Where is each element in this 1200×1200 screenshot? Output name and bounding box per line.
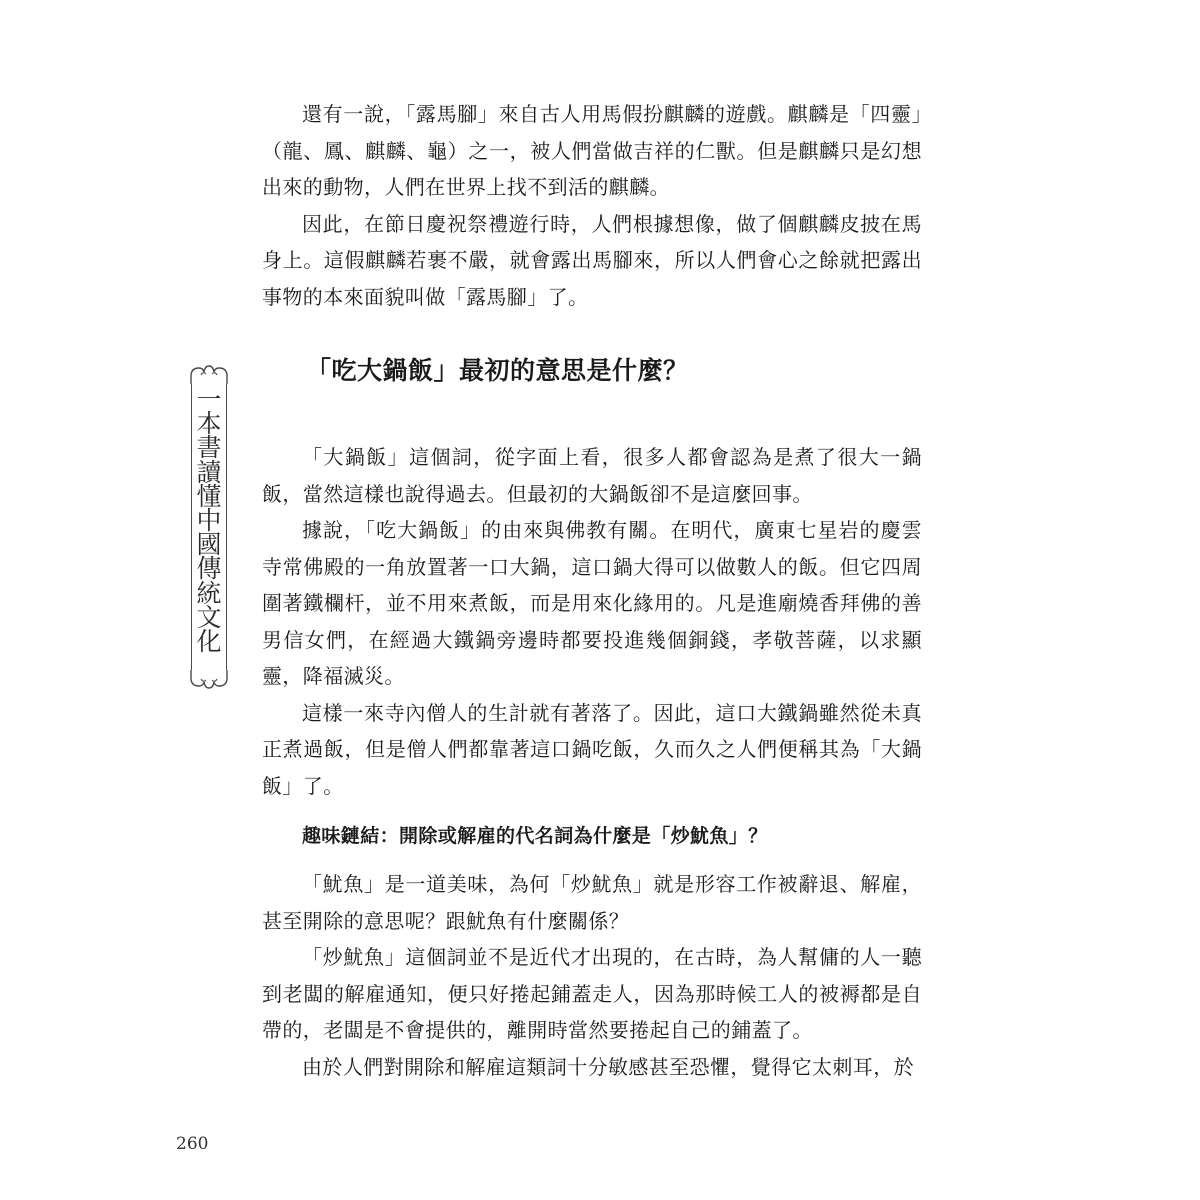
page-number: 260	[176, 1134, 209, 1154]
cloud-ornament-icon	[186, 362, 232, 384]
paragraph: 「魷魚」是一道美味，為何「炒魷魚」就是形容工作被辭退、解雇，甚至開除的意思呢？跟魷魚有什麼關係？	[262, 872, 922, 933]
paragraph: 「大鍋飯」這個詞，從字面上看，很多人都會認為是煮了很大一鍋飯，當然這樣也說得過去。但最初的大鍋飯卻不是這麼回事。	[262, 445, 922, 506]
side-title-text: 一本書讀懂中國傳統文化	[196, 385, 222, 657]
paragraph: 因此，在節日慶祝祭禮遊行時，人們根據想像，做了個麒麟皮披在馬身上。這假麒麟若裹不嚴，就會露出馬腳來，所以人們會心之餘就把露出事物的本來面貌叫做「露馬腳」了。	[262, 211, 922, 309]
paragraph: 「炒魷魚」這個詞並不是近代才出現的，在古時，為人幫傭的人一聽到老闆的解雇通知，便只好捲起鋪蓋走人，因為那時候工人的被褥都是自帶的，老闆是不會提供的，離開時當然要捲起自己的鋪蓋了。	[262, 945, 922, 1042]
paragraph: 由於人們對開除和解雇這類詞十分敏感甚至恐懼，覺得它太刺耳，於	[302, 1054, 914, 1079]
section-title: 「吃大鍋飯」最初的意思是什麼？	[306, 356, 689, 385]
paragraph: 據說，「吃大鍋飯」的由來與佛教有關。在明代，廣東七星岩的慶雲寺常佛殿的一角放置著一口大鍋，這口鍋大得可以做數人的飯。但它四周圍著鐵欄杆，並不用來煮飯，而是用來化緣用的。凡是進廟燒香拜佛的善男信女們，在經過大鐵鍋旁邊時都要投進幾個銅錢，孝敬菩薩，以求顯靈，降福滅災。	[262, 518, 922, 688]
subsection-title: 趣味鏈結：開除或解雇的代名詞為什麼是「炒魷魚」？	[302, 825, 768, 847]
cloud-ornament-icon	[186, 670, 232, 692]
main-text-column	[262, 96, 922, 1085]
paragraph: 這樣一來寺內僧人的生計就有著落了。因此，這口大鐵鍋雖然從未真正煮過飯，但是僧人們都靠著這口鍋吃飯，久而久之人們便稱其為「大鍋飯」了。	[262, 700, 922, 798]
side-running-title	[186, 362, 232, 692]
paragraph: 還有一說，「露馬腳」來自古人用馬假扮麒麟的遊戲。麒麟是「四靈」（龍、鳳、麒麟、龜）之一，被人們當做吉祥的仁獸。但是麒麟只是幻想出來的動物，人們在世界上找不到活的麒麟。	[262, 102, 922, 199]
